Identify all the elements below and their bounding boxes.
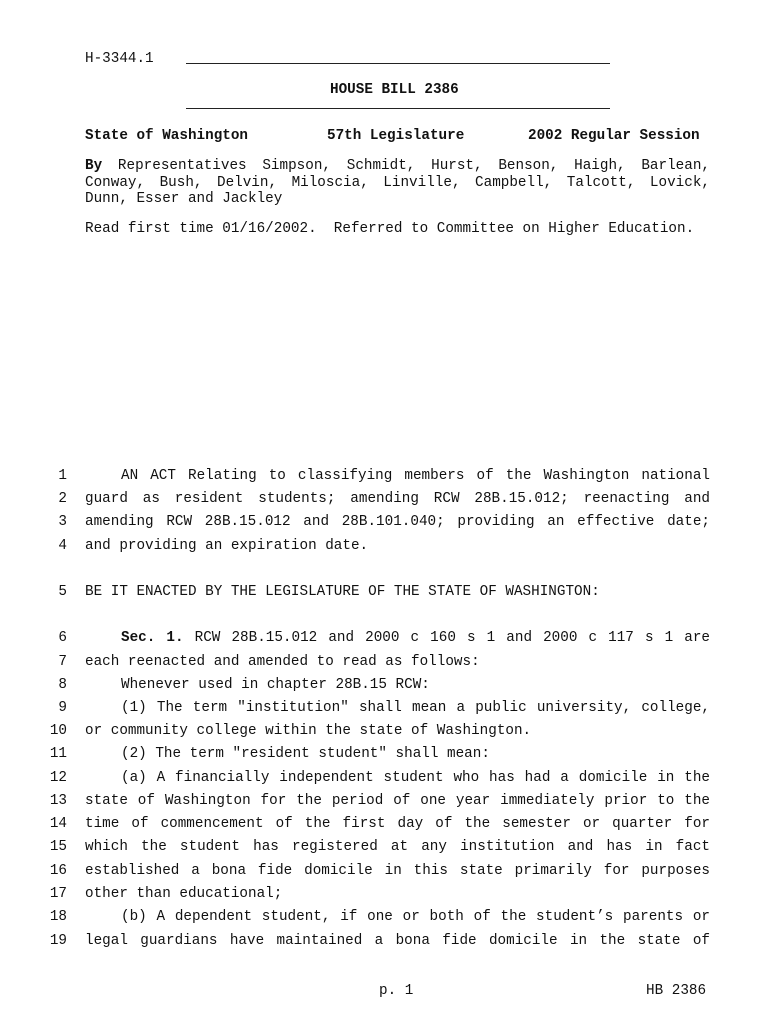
- bill-line: guard as resident students; amending RCW 28B.15.012; reenacting and: [85, 491, 710, 507]
- line-number: 10: [49, 723, 67, 739]
- section-label: Sec. 1.: [121, 630, 184, 646]
- page-number: p. 1: [379, 983, 414, 999]
- line-number: 13: [49, 793, 67, 809]
- line-number: 12: [49, 770, 67, 786]
- document-code: H-3344.1: [85, 51, 154, 67]
- line-number: 1: [58, 468, 67, 484]
- sponsors-line-2: Conway, Bush, Delvin, Miloscia, Linville, Campbell, Talcott, Lovick,: [85, 174, 710, 191]
- sponsors-block: [85, 158, 710, 208]
- bill-line: established a bona fide domicile in this state primarily for purposes: [85, 863, 710, 879]
- bill-line: or community college within the state of Washington.: [85, 723, 532, 739]
- sponsors-line-3: Dunn, Esser and Jackley: [85, 191, 283, 207]
- section-text: RCW 28B.15.012 and 2000 c 160 s 1 and 2000 c 117 s 1 are: [194, 630, 710, 646]
- line-number: 14: [49, 816, 67, 832]
- read-first-note: Read first time 01/16/2002. Referred to Committee on Higher Education.: [85, 221, 695, 237]
- line-number: 6: [58, 630, 67, 646]
- bill-reference: HB 2386: [646, 983, 707, 999]
- bill-line: other than educational;: [85, 886, 283, 902]
- bill-line: (2) The term "resident student" shall mean:: [121, 746, 490, 762]
- bill-line: state of Washington for the period of one year immediately prior to the: [85, 793, 710, 809]
- bill-line: AN ACT Relating to classifying members of the Washington national: [121, 468, 710, 484]
- bill-line: amending RCW 28B.15.012 and 28B.101.040; providing an effective date;: [85, 514, 710, 530]
- line-number: 16: [49, 863, 67, 879]
- header-rule-top: [186, 63, 610, 64]
- by-label: By: [85, 158, 103, 174]
- bill-line: and providing an expiration date.: [85, 538, 369, 554]
- bill-line: Whenever used in chapter 28B.15 RCW:: [121, 677, 430, 693]
- line-number: 15: [49, 839, 67, 855]
- bill-line: legal guardians have maintained a bona fide domicile in the state of: [85, 933, 710, 949]
- line-number: 9: [58, 700, 67, 716]
- legislature-label: 57th Legislature: [327, 128, 465, 144]
- bill-line: BE IT ENACTED BY THE LEGISLATURE OF THE STATE OF WASHINGTON:: [85, 584, 600, 600]
- line-number: 5: [58, 584, 67, 600]
- line-number: 18: [49, 909, 67, 925]
- bill-line: (b) A dependent student, if one or both of the student’s parents or: [121, 909, 710, 925]
- line-number: 4: [58, 538, 67, 554]
- state-label: State of Washington: [85, 128, 249, 144]
- line-number: 2: [58, 491, 67, 507]
- session-label: 2002 Regular Session: [528, 128, 700, 144]
- bill-line: [85, 630, 710, 646]
- line-number: 8: [58, 677, 67, 693]
- line-number: 7: [58, 654, 67, 670]
- line-number: 11: [49, 746, 67, 762]
- bill-line: (a) A financially independent student who has had a domicile in the: [121, 770, 710, 786]
- bill-line: which the student has registered at any institution and has in fact: [85, 839, 710, 855]
- line-number: 19: [49, 933, 67, 949]
- line-number: 17: [49, 886, 67, 902]
- sponsors-line-1: By Representatives Simpson, Schmidt, Hurst, Benson, Haigh, Barlean,: [85, 158, 710, 174]
- bill-line: each reenacted and amended to read as follows:: [85, 654, 480, 670]
- bill-line: time of commencement of the first day of the semester or quarter for: [85, 816, 710, 832]
- bill-title: HOUSE BILL 2386: [330, 82, 459, 98]
- header-rule-bottom: [186, 108, 610, 109]
- bill-line: (1) The term "institution" shall mean a public university, college,: [121, 700, 710, 716]
- line-number: 3: [58, 514, 67, 530]
